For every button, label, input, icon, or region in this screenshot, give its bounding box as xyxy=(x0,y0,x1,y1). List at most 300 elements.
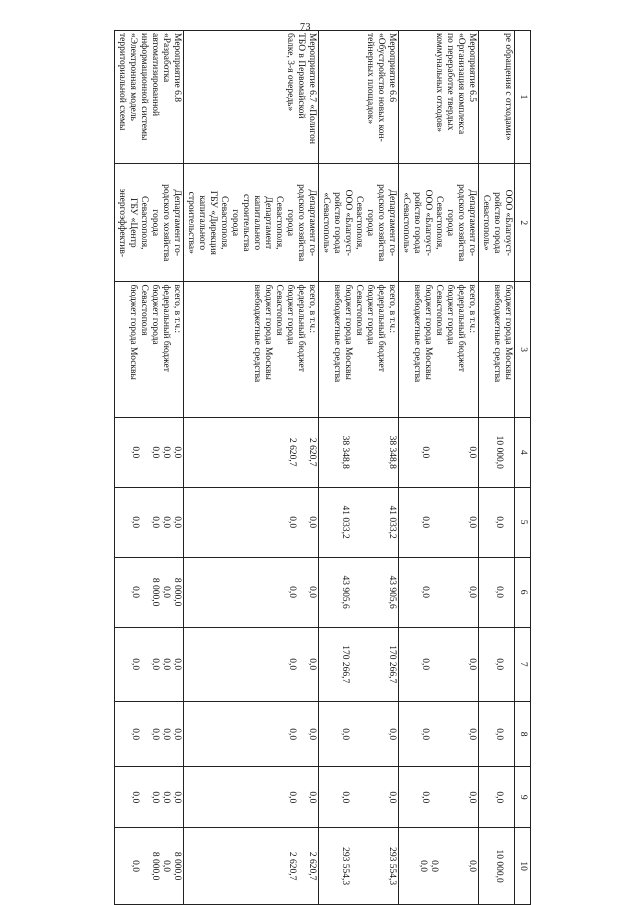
cell-line xyxy=(430,420,439,485)
table-cell-v8 xyxy=(319,701,399,766)
cell-line: города xyxy=(445,209,455,237)
cell-line xyxy=(350,769,359,825)
cell-line: «Организация комплекса xyxy=(456,33,466,135)
cell-line: 0,0 xyxy=(172,658,182,671)
cell-line xyxy=(439,704,448,764)
cell-line: внебюджетные средства xyxy=(332,284,342,383)
cell-line: ройство города xyxy=(492,192,502,254)
cell-line xyxy=(504,420,513,485)
cell-line: родского хозяйства xyxy=(161,184,171,262)
cell-line: внебюджетные средства xyxy=(412,284,422,383)
cell-line: 0,0 xyxy=(429,860,439,873)
cell-line: ТБО в Первомайской xyxy=(296,33,306,119)
cell-line: 43 905,6 xyxy=(340,575,350,609)
cell-line xyxy=(439,490,448,555)
cell-line xyxy=(140,704,149,764)
table-cell-c1 xyxy=(399,31,479,164)
table-cell-c2 xyxy=(184,164,319,282)
cell-line xyxy=(350,490,359,555)
table-cell-v9 xyxy=(319,767,399,828)
cell-line: Мероприятие 6.8 xyxy=(172,33,182,103)
cell-line: 0,0 xyxy=(130,791,140,804)
table-cell-c3 xyxy=(319,282,399,417)
cell-line: 0,0 xyxy=(467,728,477,741)
cell-line: города xyxy=(150,209,160,237)
cell-line xyxy=(368,420,377,485)
cell-line: 0,0 xyxy=(494,728,504,741)
cell-line xyxy=(368,769,377,825)
cell-line: 0,0 xyxy=(420,791,430,804)
cell-line: бюджет города Москвы xyxy=(423,284,433,380)
table-row xyxy=(184,31,319,905)
table-cell-v4 xyxy=(184,417,319,487)
cell-line xyxy=(359,769,368,825)
table-cell-v6 xyxy=(319,557,399,627)
cell-line: 2 620,7 xyxy=(287,438,297,467)
cell-line xyxy=(277,830,286,902)
table-cell-v10 xyxy=(399,828,479,905)
cell-line xyxy=(359,630,368,699)
table-cell-v9 xyxy=(479,767,515,828)
cell-line: Севастополя, xyxy=(139,196,149,250)
cell-line: бюджет города xyxy=(365,284,375,345)
cell-line: 0,0 xyxy=(467,516,477,529)
cell-line: 0,0 xyxy=(307,658,317,671)
cell-line: 0,0 xyxy=(287,586,297,598)
table-row xyxy=(115,31,184,905)
cell-line xyxy=(377,490,386,555)
cell-line: 0,0 xyxy=(130,728,140,741)
cell-line xyxy=(277,490,286,555)
cell-line xyxy=(259,704,268,764)
cell-line xyxy=(140,830,149,902)
cell-line xyxy=(297,630,306,699)
cell-line: 0,0 xyxy=(130,860,140,873)
cell-line xyxy=(377,420,386,485)
cell-line xyxy=(259,630,268,699)
cell-line: Департамент xyxy=(263,196,273,250)
cell-line xyxy=(439,830,448,902)
cell-line: коммунальных отходов» xyxy=(434,33,444,132)
cell-line: Департамент го- xyxy=(307,189,317,257)
cell-line xyxy=(359,830,368,902)
cell-line xyxy=(430,704,439,764)
cell-line xyxy=(140,560,149,625)
table-cell-v9 xyxy=(115,767,184,828)
cell-line: 0,0 xyxy=(418,860,428,873)
cell-line xyxy=(268,704,277,764)
cell-line: 170 266,7 xyxy=(340,645,350,684)
header-cell: 1 xyxy=(515,31,531,164)
cell-line: ройство города xyxy=(332,192,342,254)
header-cell: 8 xyxy=(515,701,531,766)
header-cell: 2 xyxy=(515,164,531,282)
cell-line xyxy=(259,420,268,485)
table-cell-v6 xyxy=(115,557,184,627)
cell-line: 0,0 xyxy=(287,728,297,741)
cell-line: 0,0 xyxy=(494,791,504,804)
cell-line xyxy=(430,490,439,555)
cell-line: родского хозяйства xyxy=(456,184,466,262)
cell-line xyxy=(457,560,466,625)
cell-line xyxy=(140,490,149,555)
cell-line: 0,0 xyxy=(130,446,140,459)
cell-line xyxy=(268,630,277,699)
cell-line: «Разработка xyxy=(161,33,171,83)
cell-line: города xyxy=(365,209,375,237)
cell-line: всего, в т.ч.: xyxy=(387,284,397,334)
cell-line: Севастополя xyxy=(274,284,284,336)
cell-line: 0,0 xyxy=(420,516,430,529)
header-cell: 6 xyxy=(515,557,531,627)
cell-line: федеральный бюджет xyxy=(296,284,306,372)
cell-line xyxy=(504,560,513,625)
cell-line: 0,0 xyxy=(161,446,171,459)
cell-line xyxy=(368,704,377,764)
cell-line: балке, 3-я очередь» xyxy=(285,33,295,112)
cell-line xyxy=(350,420,359,485)
cell-line: 0,0 xyxy=(307,516,317,529)
cell-line xyxy=(297,830,306,902)
cell-line: 0,0 xyxy=(420,728,430,741)
cell-line: 2 620,7 xyxy=(287,851,297,881)
table-cell-v7 xyxy=(184,627,319,701)
cell-line: 8 000,0 xyxy=(150,577,160,607)
cell-line xyxy=(448,630,457,699)
cell-line xyxy=(140,630,149,699)
cell-line xyxy=(350,704,359,764)
table-cell-v7 xyxy=(319,627,399,701)
cell-line: тейнерных площадок» xyxy=(365,33,375,125)
cell-line: города xyxy=(230,209,240,237)
cell-line xyxy=(504,769,513,825)
table-cell-v4 xyxy=(479,417,515,487)
cell-line: бюджет города Москвы xyxy=(343,284,353,380)
cell-line xyxy=(297,560,306,625)
cell-line: территориальной схемы xyxy=(117,33,127,131)
table-cell-v5 xyxy=(115,487,184,557)
cell-line: 0,0 xyxy=(387,728,397,741)
cell-line: капитального xyxy=(252,195,262,251)
cell-line: Севастополя, xyxy=(274,196,284,250)
table-cell-v6 xyxy=(184,557,319,627)
table-cell-c2 xyxy=(479,164,515,282)
cell-line xyxy=(368,490,377,555)
cell-line xyxy=(359,420,368,485)
table-cell-c3 xyxy=(115,282,184,417)
cell-line xyxy=(268,490,277,555)
header-cell: 3 xyxy=(515,282,531,417)
cell-line: «Севастополь» xyxy=(321,192,331,254)
cell-line: Севастополя xyxy=(434,284,444,336)
cell-line: 38 348,8 xyxy=(340,435,350,469)
cell-line xyxy=(350,630,359,699)
cell-line xyxy=(457,420,466,485)
cell-line xyxy=(277,769,286,825)
table-cell-v8 xyxy=(479,701,515,766)
table-cell-v4 xyxy=(399,417,479,487)
table-cell-c2 xyxy=(115,164,184,282)
table-cell-v8 xyxy=(115,701,184,766)
cell-line: Севастополя, xyxy=(219,196,229,250)
cell-line xyxy=(457,769,466,825)
cell-line xyxy=(439,630,448,699)
cell-line: Севастополя, xyxy=(354,196,364,250)
cell-line: строительства xyxy=(241,194,251,252)
cell-line: 0,0 xyxy=(420,446,430,459)
cell-line: 170 266,7 xyxy=(387,645,397,684)
cell-line: 0,0 xyxy=(150,728,160,741)
table-cell-v5 xyxy=(479,487,515,557)
cell-line: 0,0 xyxy=(467,586,477,598)
cell-line: по переработке твердых xyxy=(445,33,455,131)
cell-line: ре обращения с отходами» xyxy=(503,33,513,141)
cell-line xyxy=(359,560,368,625)
cell-line: энергоэффектив- xyxy=(117,188,127,258)
cell-line: «Электронная модель xyxy=(128,33,138,121)
cell-line: 0,0 xyxy=(307,728,317,741)
cell-line: бюджет города Москвы xyxy=(503,284,513,380)
cell-line: 41 033,2 xyxy=(340,505,350,539)
table-cell-v7 xyxy=(399,627,479,701)
cell-line: 0,0 xyxy=(287,658,297,671)
cell-line: 0,0 xyxy=(494,516,504,529)
cell-line: внебюджетные средства xyxy=(252,284,262,383)
cell-line: 0,0 xyxy=(172,728,182,741)
cell-line: 0,0 xyxy=(172,446,182,459)
cell-line: «Обустройство новых кон- xyxy=(376,33,386,142)
table-cell-c1 xyxy=(184,31,319,164)
cell-line xyxy=(297,704,306,764)
cell-line xyxy=(430,769,439,825)
cell-line: 0,0 xyxy=(130,658,140,671)
cell-line xyxy=(368,560,377,625)
cell-line: 0,0 xyxy=(130,516,140,529)
table-cell-c3 xyxy=(479,282,515,417)
table-cell-c1 xyxy=(115,31,184,164)
table-cell-v8 xyxy=(399,701,479,766)
cell-line: Департамент го- xyxy=(467,189,477,257)
table-cell-v7 xyxy=(479,627,515,701)
table-row xyxy=(319,31,399,905)
table-cell-v9 xyxy=(399,767,479,828)
cell-line: 0,0 xyxy=(420,658,430,671)
cell-line xyxy=(368,830,377,902)
cell-line: бюджет города xyxy=(285,284,295,345)
cell-line: Севастополь» xyxy=(481,194,491,251)
cell-line: федеральный бюджет xyxy=(161,284,171,372)
cell-line: ООО «Благоуст- xyxy=(423,189,433,256)
cell-line: ГБУ «Дирекция xyxy=(208,190,218,255)
cell-line: всего, в т.ч.: xyxy=(467,284,477,334)
cell-line: 0,0 xyxy=(340,728,350,741)
cell-line xyxy=(457,490,466,555)
cell-line xyxy=(297,769,306,825)
cell-line xyxy=(448,830,457,902)
cell-line: 0,0 xyxy=(161,586,171,598)
cell-line xyxy=(140,420,149,485)
cell-line: 0,0 xyxy=(150,516,160,529)
cell-line: ГБУ «Центр xyxy=(128,197,138,248)
cell-line: бюджет города Москвы xyxy=(128,284,138,380)
cell-line: строительства» xyxy=(186,191,196,254)
cell-line xyxy=(277,704,286,764)
cell-line: бюджет города Москвы xyxy=(263,284,273,380)
cell-line: 0,0 xyxy=(161,516,171,529)
cell-line: 2 620,7 xyxy=(307,438,317,467)
cell-line: родского хозяйства xyxy=(376,184,386,262)
page-number: 73 xyxy=(300,22,311,33)
cell-line xyxy=(259,769,268,825)
table-cell-c3 xyxy=(184,282,319,417)
cell-line xyxy=(457,830,466,902)
cell-line: 8 000,0 xyxy=(172,851,182,881)
cell-line: 0,0 xyxy=(287,791,297,804)
cell-line xyxy=(377,769,386,825)
cell-line xyxy=(350,830,359,902)
cell-line xyxy=(259,560,268,625)
cell-line: автоматизированной xyxy=(150,33,160,117)
cell-line xyxy=(457,630,466,699)
cell-line: 0,0 xyxy=(150,658,160,671)
cell-line xyxy=(277,420,286,485)
header-cell: 5 xyxy=(515,487,531,557)
header-cell: 7 xyxy=(515,627,531,701)
table-cell-v6 xyxy=(399,557,479,627)
cell-line: Севастополя xyxy=(354,284,364,336)
cell-line xyxy=(504,490,513,555)
cell-line xyxy=(448,769,457,825)
cell-line: ройство города xyxy=(412,192,422,254)
cell-line: бюджет города xyxy=(445,284,455,345)
table-cell-v8 xyxy=(184,701,319,766)
cell-line xyxy=(297,490,306,555)
cell-line: 10 000,0 xyxy=(494,849,504,883)
table-cell-v10 xyxy=(115,828,184,905)
table-cell-v10 xyxy=(319,828,399,905)
table-row xyxy=(399,31,479,905)
cell-line: 0,0 xyxy=(130,586,140,598)
cell-line xyxy=(259,490,268,555)
header-cell: 4 xyxy=(515,417,531,487)
cell-line xyxy=(368,630,377,699)
cell-line: 0,0 xyxy=(150,791,160,804)
cell-line xyxy=(377,560,386,625)
table-cell-v7 xyxy=(115,627,184,701)
cell-line: всего, в т.ч.: xyxy=(307,284,317,334)
cell-line xyxy=(439,420,448,485)
cell-line xyxy=(439,769,448,825)
table-cell-v10 xyxy=(184,828,319,905)
table-cell-c3 xyxy=(399,282,479,417)
cell-line: 10 000,0 xyxy=(494,435,504,469)
cell-line: города xyxy=(285,209,295,237)
cell-line xyxy=(448,490,457,555)
table-cell-c1 xyxy=(479,31,515,164)
table-body xyxy=(115,31,531,905)
table-cell-v5 xyxy=(184,487,319,557)
cell-line: бюджет города xyxy=(150,284,160,345)
cell-line: капитального xyxy=(197,195,207,251)
table-cell-v4 xyxy=(115,417,184,487)
cell-line: Севастополя xyxy=(139,284,149,336)
cell-line: «Севастополь» xyxy=(401,192,411,254)
table-cell-c1 xyxy=(319,31,399,164)
cell-line: 293 554,3 xyxy=(387,847,397,886)
cell-line: 8 000,0 xyxy=(172,577,182,607)
cell-line xyxy=(259,830,268,902)
cell-line: 2 620,7 xyxy=(307,851,317,881)
cell-line xyxy=(277,560,286,625)
cell-line xyxy=(377,830,386,902)
table-cell-v4 xyxy=(319,417,399,487)
cell-line: 0,0 xyxy=(467,860,477,873)
cell-line xyxy=(140,769,149,825)
table-cell-v6 xyxy=(479,557,515,627)
rotated-table-wrapper xyxy=(85,30,531,905)
cell-line xyxy=(268,560,277,625)
budget-table xyxy=(114,30,531,905)
cell-line: 0,0 xyxy=(161,728,171,741)
cell-line xyxy=(277,630,286,699)
cell-line: 0,0 xyxy=(420,586,430,598)
cell-line xyxy=(430,630,439,699)
cell-line: 293 554,3 xyxy=(340,847,350,886)
cell-line xyxy=(377,630,386,699)
cell-line xyxy=(297,420,306,485)
table-cell-c2 xyxy=(399,164,479,282)
cell-line: 0,0 xyxy=(161,860,171,873)
cell-line: 0,0 xyxy=(340,791,350,804)
table-cell-v5 xyxy=(399,487,479,557)
cell-line xyxy=(350,560,359,625)
cell-line: Мероприятие 6.6 xyxy=(387,33,397,103)
cell-line: 0,0 xyxy=(307,586,317,598)
table-row xyxy=(479,31,515,905)
cell-line: 0,0 xyxy=(172,791,182,804)
cell-line: информационной системы xyxy=(139,33,149,141)
cell-line: Департамент го- xyxy=(172,189,182,257)
cell-line xyxy=(359,704,368,764)
cell-line xyxy=(457,704,466,764)
header-row xyxy=(515,31,531,905)
cell-line xyxy=(504,704,513,764)
cell-line: 0,0 xyxy=(494,658,504,671)
cell-line: 38 348,8 xyxy=(387,435,397,469)
cell-line: внебюджетные средства xyxy=(492,284,502,383)
cell-line xyxy=(268,769,277,825)
cell-line: 41 033,2 xyxy=(387,505,397,539)
cell-line: 0,0 xyxy=(150,446,160,459)
cell-line: всего, в т.ч.: xyxy=(172,284,182,334)
cell-line: федеральный бюджет xyxy=(456,284,466,372)
cell-line: 0,0 xyxy=(467,658,477,671)
cell-line: родского хозяйства xyxy=(296,184,306,262)
table-cell-v5 xyxy=(319,487,399,557)
cell-line: 0,0 xyxy=(161,791,171,804)
cell-line: Севастополя, xyxy=(434,196,444,250)
cell-line: 0,0 xyxy=(467,446,477,459)
cell-line: 0,0 xyxy=(307,791,317,804)
cell-line xyxy=(377,704,386,764)
cell-line xyxy=(448,704,457,764)
cell-line: ООО «Благоуст- xyxy=(343,189,353,256)
cell-line xyxy=(430,560,439,625)
cell-line: 0,0 xyxy=(494,586,504,598)
header-cell: 10 xyxy=(515,828,531,905)
cell-line: 0,0 xyxy=(172,516,182,529)
cell-line xyxy=(448,420,457,485)
